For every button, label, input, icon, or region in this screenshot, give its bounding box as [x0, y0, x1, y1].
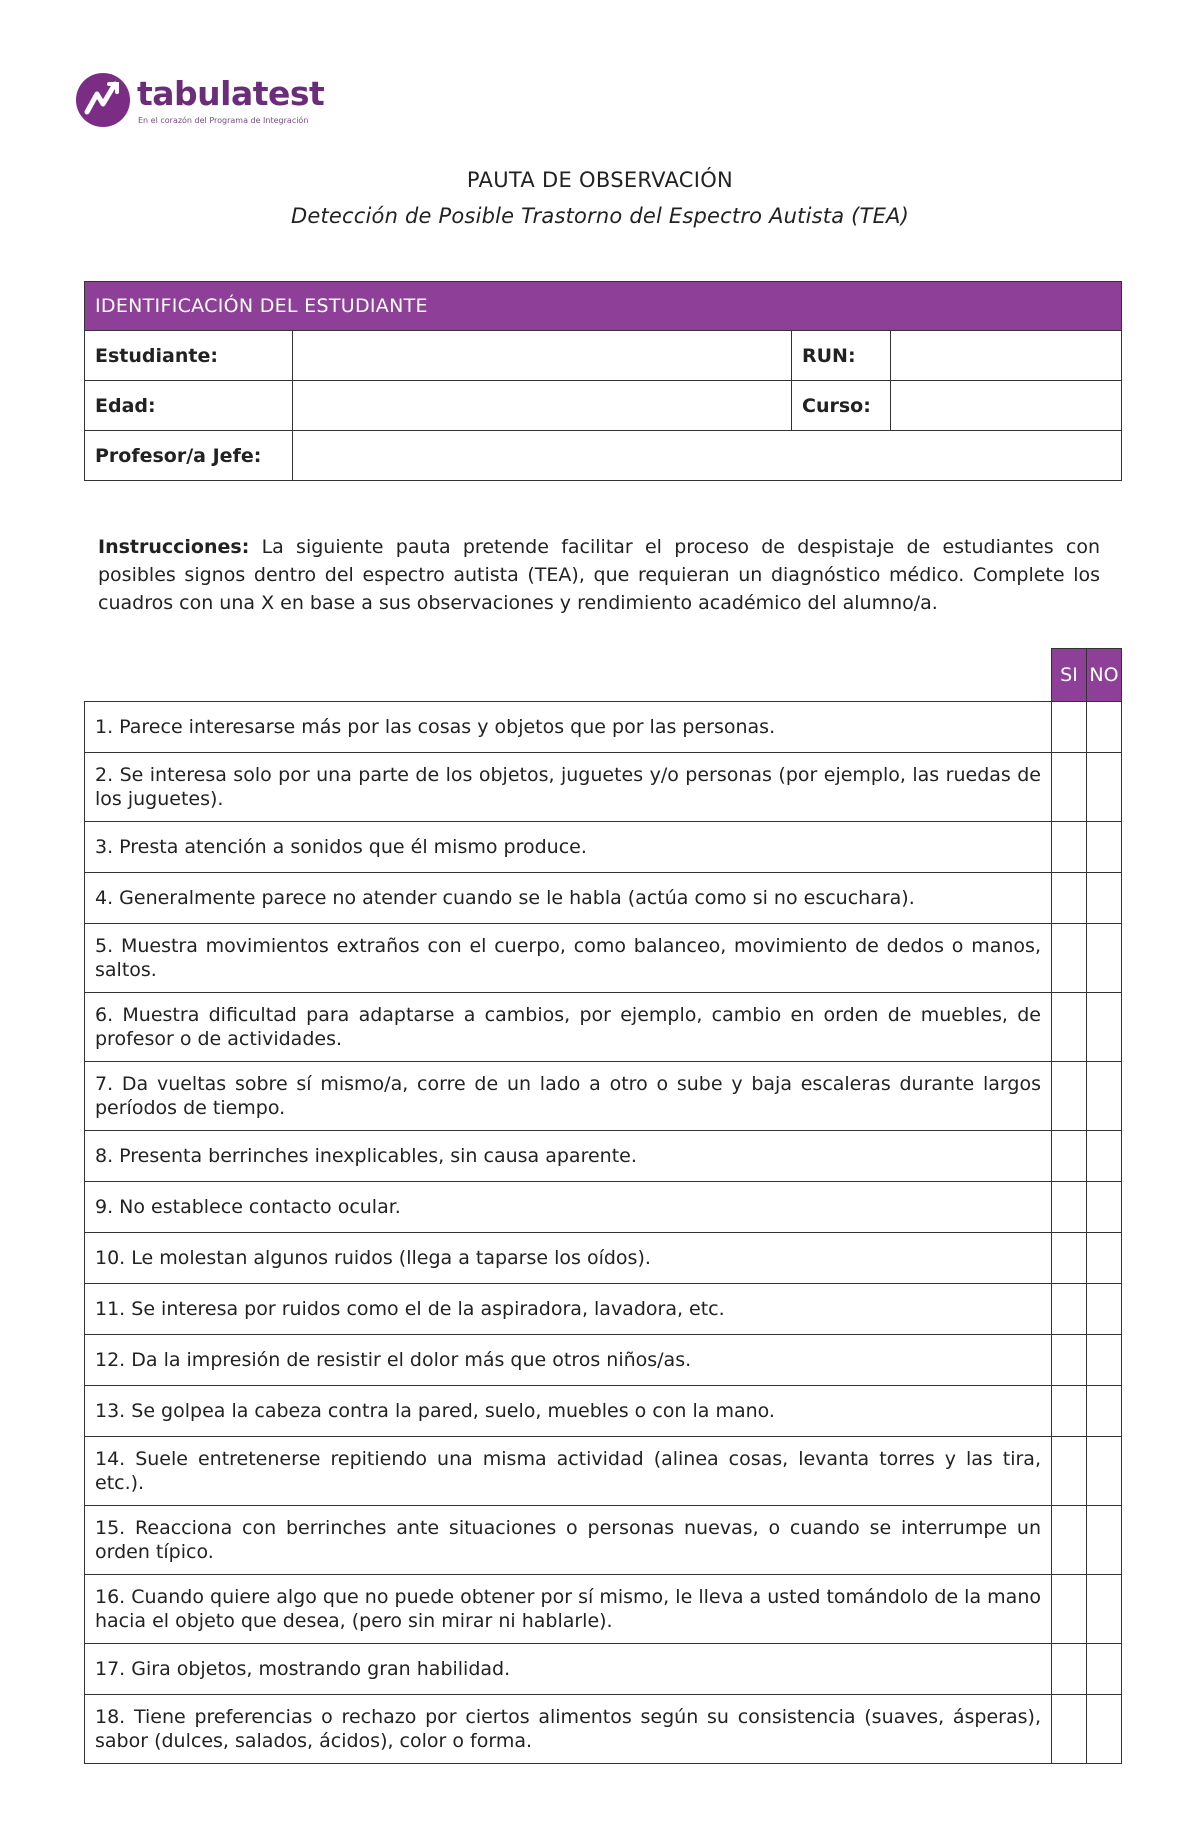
no-checkbox[interactable] — [1087, 753, 1122, 822]
checklist-row — [85, 702, 1122, 753]
checklist-item: 5. Muestra movimientos extraños con el cuerpo, como balanceo, movimiento de dedos o manos, saltos. — [85, 924, 1052, 993]
course-field[interactable] — [891, 381, 1122, 431]
checklist-item: 1. Parece interesarse más por las cosas y objetos que por las personas. — [85, 702, 1052, 753]
no-checkbox[interactable] — [1087, 1386, 1122, 1437]
logo-wordmark: tabulatest — [137, 74, 325, 113]
yes-checkbox[interactable] — [1052, 924, 1087, 993]
checklist-item: 13. Se golpea la cabeza contra la pared, suelo, muebles o con la mano. — [85, 1386, 1052, 1437]
course-label: Curso: — [792, 381, 891, 431]
checklist-row — [85, 1386, 1122, 1437]
checklist-row — [85, 1131, 1122, 1182]
checklist-item: 3. Presta atención a sonidos que él mismo produce. — [85, 822, 1052, 873]
yes-checkbox[interactable] — [1052, 1062, 1087, 1131]
checklist-header-spacer — [85, 649, 1052, 702]
checklist-row — [85, 873, 1122, 924]
yes-checkbox[interactable] — [1052, 873, 1087, 924]
no-checkbox[interactable] — [1087, 822, 1122, 873]
run-field[interactable] — [891, 331, 1122, 381]
checklist-row — [85, 1437, 1122, 1506]
checklist-item: 9. No establece contacto ocular. — [85, 1182, 1052, 1233]
checklist-item: 10. Le molestan algunos ruidos (llega a taparse los oídos). — [85, 1233, 1052, 1284]
yes-checkbox[interactable] — [1052, 1644, 1087, 1695]
teacher-label: Profesor/a Jefe: — [85, 431, 293, 481]
yes-checkbox[interactable] — [1052, 1131, 1087, 1182]
checklist-item: 6. Muestra dificultad para adaptarse a cambios, por ejemplo, cambio en orden de muebles, de profesor o de actividades. — [85, 993, 1052, 1062]
no-checkbox[interactable] — [1087, 1182, 1122, 1233]
yes-checkbox[interactable] — [1052, 822, 1087, 873]
yes-checkbox[interactable] — [1052, 1695, 1087, 1764]
yes-checkbox[interactable] — [1052, 702, 1087, 753]
yes-checkbox[interactable] — [1052, 753, 1087, 822]
logo-tagline: En el corazón del Programa de Integración — [138, 116, 309, 125]
age-label: Edad: — [85, 381, 293, 431]
teacher-field[interactable] — [293, 431, 1122, 481]
checklist-row — [85, 993, 1122, 1062]
no-checkbox[interactable] — [1087, 1131, 1122, 1182]
yes-checkbox[interactable] — [1052, 1284, 1087, 1335]
yes-checkbox[interactable] — [1052, 1386, 1087, 1437]
identification-heading: IDENTIFICACIÓN DEL ESTUDIANTE — [85, 282, 1122, 331]
age-field[interactable] — [293, 381, 792, 431]
no-checkbox[interactable] — [1087, 924, 1122, 993]
checklist-item: 18. Tiene preferencias o rechazo por ciertos alimentos según su consistencia (suaves, ásperas), sabor (dulces, salados, ácidos), color o forma. — [85, 1695, 1052, 1764]
run-label: RUN: — [792, 331, 891, 381]
checklist-row — [85, 1062, 1122, 1131]
instructions-label: Instrucciones: — [98, 536, 250, 558]
checklist-item: 12. Da la impresión de resistir el dolor más que otros niños/as. — [85, 1335, 1052, 1386]
checklist-row — [85, 1506, 1122, 1575]
checklist-row — [85, 1233, 1122, 1284]
checklist-row — [85, 822, 1122, 873]
checklist-row — [85, 1575, 1122, 1644]
no-checkbox[interactable] — [1087, 873, 1122, 924]
no-checkbox[interactable] — [1087, 993, 1122, 1062]
checklist-item: 17. Gira objetos, mostrando gran habilidad. — [85, 1644, 1052, 1695]
no-checkbox[interactable] — [1087, 1284, 1122, 1335]
no-checkbox[interactable] — [1087, 1575, 1122, 1644]
checklist-row — [85, 1335, 1122, 1386]
yes-checkbox[interactable] — [1052, 1575, 1087, 1644]
no-column-header: NO — [1087, 649, 1122, 702]
no-checkbox[interactable] — [1087, 1062, 1122, 1131]
no-checkbox[interactable] — [1087, 1644, 1122, 1695]
instructions-text: La siguiente pauta pretende facilitar el proceso de despistaje de estudiantes con posibles signos dentro del espectro autista (TEA), que requieran un diagnóstico médico. Complete los cuadros con una X en base a sus observaciones y rendimiento académico del alumno/a. — [98, 536, 1100, 614]
logo-mark-icon — [75, 72, 131, 128]
tabulatest-logo — [75, 72, 335, 132]
no-checkbox[interactable] — [1087, 1233, 1122, 1284]
checklist-row — [85, 1182, 1122, 1233]
checklist-item: 2. Se interesa solo por una parte de los objetos, juguetes y/o personas (por ejemplo, las ruedas de los juguetes). — [85, 753, 1052, 822]
checklist-item: 4. Generalmente parece no atender cuando se le habla (actúa como si no escuchara). — [85, 873, 1052, 924]
student-identification-table — [84, 281, 1122, 481]
student-field[interactable] — [293, 331, 792, 381]
observation-checklist — [84, 648, 1122, 1764]
yes-checkbox[interactable] — [1052, 1182, 1087, 1233]
checklist-item: 11. Se interesa por ruidos como el de la aspiradora, lavadora, etc. — [85, 1284, 1052, 1335]
checklist-item: 8. Presenta berrinches inexplicables, sin causa aparente. — [85, 1131, 1052, 1182]
checklist-row — [85, 1284, 1122, 1335]
checklist-item: 15. Reacciona con berrinches ante situaciones o personas nuevas, o cuando se interrumpe un orden típico. — [85, 1506, 1052, 1575]
yes-checkbox[interactable] — [1052, 1506, 1087, 1575]
no-checkbox[interactable] — [1087, 702, 1122, 753]
checklist-row — [85, 924, 1122, 993]
no-checkbox[interactable] — [1087, 1437, 1122, 1506]
yes-checkbox[interactable] — [1052, 1335, 1087, 1386]
checklist-row — [85, 753, 1122, 822]
checklist-item: 7. Da vueltas sobre sí mismo/a, corre de un lado a otro o sube y baja escaleras durante largos períodos de tiempo. — [85, 1062, 1052, 1131]
checklist-item: 14. Suele entretenerse repitiendo una misma actividad (alinea cosas, levanta torres y las tira, etc.). — [85, 1437, 1052, 1506]
no-checkbox[interactable] — [1087, 1335, 1122, 1386]
page-subtitle: Detección de Posible Trastorno del Espectro Autista (TEA) — [290, 204, 910, 228]
checklist-row — [85, 1695, 1122, 1764]
student-label: Estudiante: — [85, 331, 293, 381]
yes-checkbox[interactable] — [1052, 993, 1087, 1062]
page-title: PAUTA DE OBSERVACIÓN — [466, 168, 734, 192]
no-checkbox[interactable] — [1087, 1506, 1122, 1575]
instructions-paragraph — [98, 533, 1100, 617]
checklist-item: 16. Cuando quiere algo que no puede obtener por sí mismo, le lleva a usted tomándolo de la mano hacia el objeto que desea, (pero sin mirar ni hablarle). — [85, 1575, 1052, 1644]
yes-column-header: SI — [1052, 649, 1087, 702]
checklist-row — [85, 1644, 1122, 1695]
no-checkbox[interactable] — [1087, 1695, 1122, 1764]
yes-checkbox[interactable] — [1052, 1233, 1087, 1284]
yes-checkbox[interactable] — [1052, 1437, 1087, 1506]
